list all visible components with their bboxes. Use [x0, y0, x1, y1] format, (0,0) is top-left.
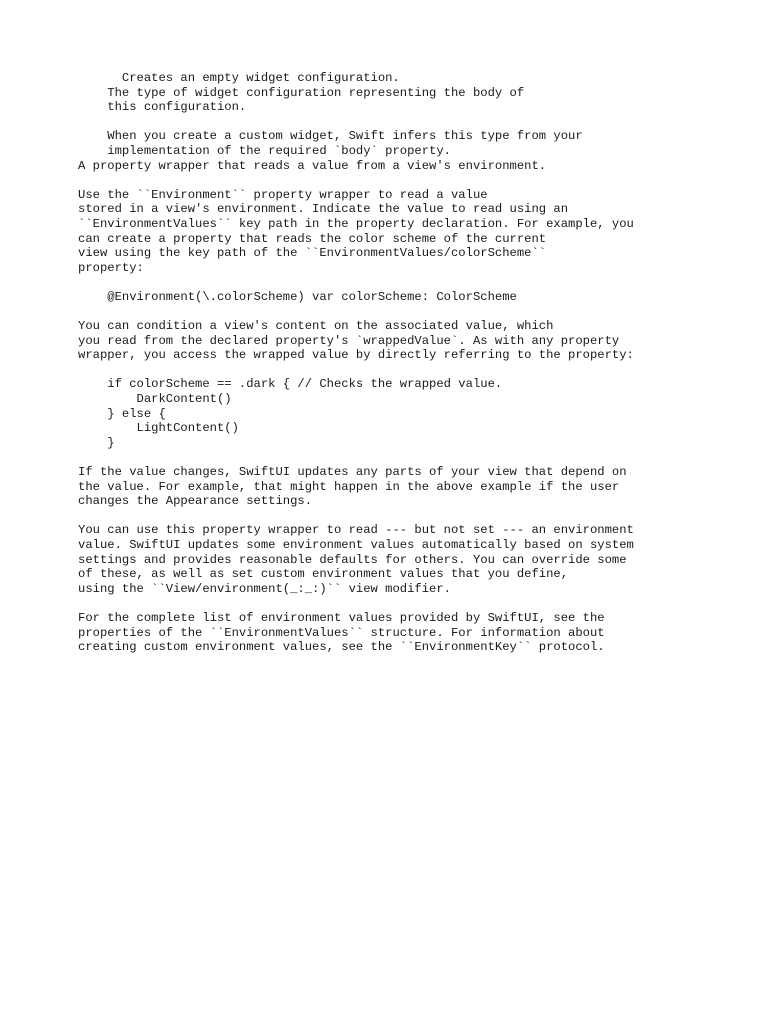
text-line: using the ``View/environment(_:_:)`` view modifier. — [78, 581, 451, 596]
blank-line — [78, 363, 634, 378]
text-line: For the complete list of environment values provided by SwiftUI, see the — [78, 610, 605, 625]
document-text — [78, 71, 634, 655]
blank-line — [78, 115, 634, 130]
blank-line — [78, 596, 634, 611]
text-line: A property wrapper that reads a value from a view's environment. — [78, 158, 547, 173]
blank-line — [78, 275, 634, 290]
text-line: you read from the declared property's `wrappedValue`. As with any property — [78, 333, 620, 348]
text-line: stored in a view's environment. Indicate the value to read using an — [78, 202, 569, 217]
text-line: You can use this property wrapper to read --- but not set --- an environment — [78, 523, 634, 538]
code-line: DarkContent() — [78, 392, 232, 407]
blank-line — [78, 173, 634, 188]
code-line: @Environment(\.colorScheme) var colorScheme: ColorScheme — [78, 289, 517, 304]
text-line: view using the key path of the ``EnvironmentValues/colorScheme`` — [78, 246, 547, 261]
text-line: ``EnvironmentValues`` key path in the property declaration. For example, you — [78, 216, 634, 231]
text-line: properties of the ``EnvironmentValues`` structure. For information about — [78, 625, 605, 640]
text-line: settings and provides reasonable defaults for others. You can override some — [78, 552, 627, 567]
text-line: can create a property that reads the color scheme of the current — [78, 231, 547, 246]
text-line: of these, as well as set custom environment values that you define, — [78, 567, 569, 582]
text-line: wrapper, you access the wrapped value by directly referring to the property: — [78, 348, 634, 363]
text-line: implementation of the required `body` property. — [78, 143, 451, 158]
blank-line — [78, 450, 634, 465]
text-line: The type of widget configuration representing the body of — [78, 85, 525, 100]
text-line: the value. For example, that might happen in the above example if the user — [78, 479, 620, 494]
text-line: creating custom environment values, see the ``EnvironmentKey`` protocol. — [78, 640, 605, 655]
text-line: property: — [78, 260, 144, 275]
blank-line — [78, 305, 634, 320]
code-line: } else { — [78, 406, 166, 421]
text-line: changes the Appearance settings. — [78, 494, 313, 509]
text-line: Use the ``Environment`` property wrapper to read a value — [78, 187, 488, 202]
text-line: this configuration. — [78, 100, 247, 115]
text-line: If the value changes, SwiftUI updates any parts of your view that depend on — [78, 465, 627, 480]
text-line: You can condition a view's content on the associated value, which — [78, 319, 554, 334]
code-line: LightContent() — [78, 421, 239, 436]
code-line: } — [78, 435, 115, 450]
text-line: When you create a custom widget, Swift infers this type from your — [78, 129, 583, 144]
text-line: Creates an empty widget configuration. — [78, 71, 400, 85]
text-line: value. SwiftUI updates some environment values automatically based on system — [78, 538, 634, 552]
blank-line — [78, 509, 634, 524]
code-line: if colorScheme == .dark { // Checks the wrapped value. — [78, 377, 503, 392]
